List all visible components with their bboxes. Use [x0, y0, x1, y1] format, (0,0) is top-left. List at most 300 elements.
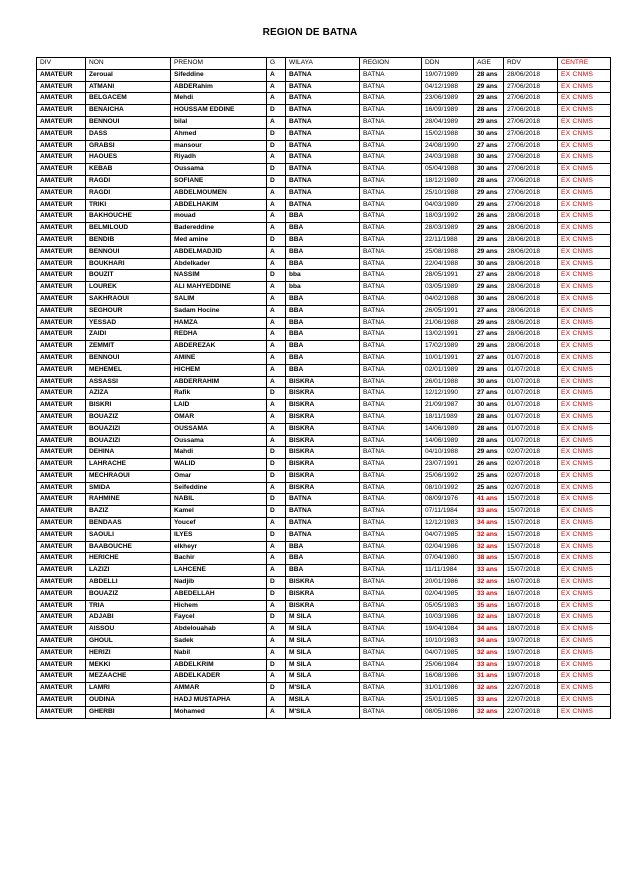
cell-ddn: 05/04/1988	[422, 164, 474, 176]
cell-region: BATNA	[360, 529, 422, 541]
cell-div: AMATEUR	[37, 234, 86, 246]
cell-ddn: 26/05/1991	[422, 305, 474, 317]
header-rdv: RDV	[504, 58, 558, 70]
cell-region: BATNA	[360, 588, 422, 600]
cell-rdv: 18/07/2018	[504, 612, 558, 624]
cell-non: OUDINA	[86, 695, 171, 707]
cell-prenom: mouad	[171, 211, 267, 223]
cell-age: 28 ans	[474, 175, 504, 187]
cell-prenom: ABDERahim	[171, 81, 267, 93]
cell-region: BATNA	[360, 435, 422, 447]
cell-centre: EX CNMS	[558, 541, 611, 553]
cell-rdv: 01/07/2018	[504, 423, 558, 435]
cell-region: BATNA	[360, 624, 422, 636]
cell-centre: EX CNMS	[558, 506, 611, 518]
cell-wilaya: BBA	[286, 352, 360, 364]
cell-age: 25 ans	[474, 470, 504, 482]
cell-g: A	[267, 352, 286, 364]
cell-ddn: 02/01/1989	[422, 364, 474, 376]
table-row	[37, 282, 611, 294]
table-row	[37, 423, 611, 435]
cell-rdv: 01/07/2018	[504, 400, 558, 412]
cell-rdv: 27/06/2018	[504, 199, 558, 211]
cell-centre: EX CNMS	[558, 175, 611, 187]
cell-wilaya: BATNA	[286, 506, 360, 518]
cell-region: BATNA	[360, 69, 422, 81]
cell-region: BATNA	[360, 647, 422, 659]
cell-non: ATMANI	[86, 81, 171, 93]
cell-div: AMATEUR	[37, 494, 86, 506]
cell-rdv: 01/07/2018	[504, 364, 558, 376]
cell-centre: EX CNMS	[558, 529, 611, 541]
cell-rdv: 27/06/2018	[504, 93, 558, 105]
cell-age: 35 ans	[474, 600, 504, 612]
cell-g: D	[267, 175, 286, 187]
cell-non: ASSASSI	[86, 376, 171, 388]
cell-g: A	[267, 93, 286, 105]
cell-ddn: 03/05/1989	[422, 282, 474, 294]
cell-ddn: 28/03/1989	[422, 223, 474, 235]
cell-region: BATNA	[360, 659, 422, 671]
cell-centre: EX CNMS	[558, 305, 611, 317]
cell-g: A	[267, 695, 286, 707]
cell-wilaya: bba	[286, 270, 360, 282]
cell-centre: EX CNMS	[558, 659, 611, 671]
cell-div: AMATEUR	[37, 305, 86, 317]
table-row	[37, 329, 611, 341]
cell-div: AMATEUR	[37, 211, 86, 223]
table-row	[37, 69, 611, 81]
header-div: DIV	[37, 58, 86, 70]
cell-rdv: 01/07/2018	[504, 435, 558, 447]
cell-prenom: Youcef	[171, 518, 267, 530]
cell-region: BATNA	[360, 234, 422, 246]
cell-prenom: Sifeddine	[171, 69, 267, 81]
cell-rdv: 15/07/2018	[504, 518, 558, 530]
cell-age: 29 ans	[474, 317, 504, 329]
cell-wilaya: BISKRA	[286, 600, 360, 612]
cell-non: MEZAACHE	[86, 671, 171, 683]
cell-centre: EX CNMS	[558, 612, 611, 624]
cell-g: A	[267, 636, 286, 648]
cell-rdv: 28/06/2018	[504, 270, 558, 282]
cell-g: A	[267, 364, 286, 376]
cell-age: 34 ans	[474, 518, 504, 530]
cell-rdv: 19/07/2018	[504, 659, 558, 671]
cell-rdv: 27/06/2018	[504, 105, 558, 117]
cell-centre: EX CNMS	[558, 411, 611, 423]
cell-rdv: 22/07/2018	[504, 683, 558, 695]
cell-non: KEBAB	[86, 164, 171, 176]
cell-centre: EX CNMS	[558, 400, 611, 412]
cell-prenom: ABDELMOUMEN	[171, 187, 267, 199]
cell-ddn: 04/07/1985	[422, 647, 474, 659]
cell-wilaya: BBA	[286, 258, 360, 270]
cell-non: HERIZI	[86, 647, 171, 659]
cell-centre: EX CNMS	[558, 470, 611, 482]
cell-div: AMATEUR	[37, 683, 86, 695]
cell-age: 29 ans	[474, 282, 504, 294]
cell-age: 29 ans	[474, 93, 504, 105]
cell-div: AMATEUR	[37, 447, 86, 459]
cell-g: A	[267, 671, 286, 683]
cell-div: AMATEUR	[37, 435, 86, 447]
cell-ddn: 24/08/1990	[422, 140, 474, 152]
cell-prenom: SOFIANE	[171, 175, 267, 187]
cell-rdv: 19/07/2018	[504, 647, 558, 659]
cell-wilaya: M'SILA	[286, 683, 360, 695]
cell-region: BATNA	[360, 706, 422, 718]
cell-g: D	[267, 459, 286, 471]
cell-wilaya: MSILA	[286, 695, 360, 707]
cell-rdv: 22/07/2018	[504, 706, 558, 718]
cell-div: AMATEUR	[37, 187, 86, 199]
table-row	[37, 352, 611, 364]
cell-non: ZAIDI	[86, 329, 171, 341]
cell-div: AMATEUR	[37, 164, 86, 176]
cell-age: 28 ans	[474, 105, 504, 117]
cell-g: A	[267, 223, 286, 235]
cell-wilaya: BATNA	[286, 494, 360, 506]
cell-prenom: SALIM	[171, 293, 267, 305]
table-row	[37, 128, 611, 140]
cell-prenom: HAMZA	[171, 317, 267, 329]
cell-g: A	[267, 317, 286, 329]
cell-g: A	[267, 199, 286, 211]
cell-wilaya: BBA	[286, 234, 360, 246]
cell-region: BATNA	[360, 459, 422, 471]
cell-region: BATNA	[360, 341, 422, 353]
cell-age: 29 ans	[474, 116, 504, 128]
cell-div: AMATEUR	[37, 293, 86, 305]
cell-region: BATNA	[360, 105, 422, 117]
cell-centre: EX CNMS	[558, 282, 611, 294]
cell-age: 33 ans	[474, 659, 504, 671]
cell-region: BATNA	[360, 152, 422, 164]
cell-region: BATNA	[360, 636, 422, 648]
cell-wilaya: BBA	[286, 317, 360, 329]
cell-age: 27 ans	[474, 305, 504, 317]
cell-non: ADJABI	[86, 612, 171, 624]
cell-centre: EX CNMS	[558, 565, 611, 577]
table-row	[37, 671, 611, 683]
cell-rdv: 28/06/2018	[504, 317, 558, 329]
cell-rdv: 19/07/2018	[504, 671, 558, 683]
cell-non: DEHINA	[86, 447, 171, 459]
cell-region: BATNA	[360, 376, 422, 388]
cell-g: A	[267, 282, 286, 294]
cell-prenom: Sadam Hocine	[171, 305, 267, 317]
cell-ddn: 21/09/1987	[422, 400, 474, 412]
cell-ddn: 25/06/1992	[422, 470, 474, 482]
cell-centre: EX CNMS	[558, 683, 611, 695]
cell-wilaya: BISKRA	[286, 482, 360, 494]
cell-region: BATNA	[360, 223, 422, 235]
cell-ddn: 04/07/1985	[422, 529, 474, 541]
cell-g: A	[267, 518, 286, 530]
cell-prenom: HOUSSAM EDDINE	[171, 105, 267, 117]
cell-age: 28 ans	[474, 423, 504, 435]
cell-wilaya: BISKRA	[286, 400, 360, 412]
cell-g: D	[267, 128, 286, 140]
cell-age: 29 ans	[474, 223, 504, 235]
cell-region: BATNA	[360, 612, 422, 624]
cell-ddn: 07/04/1980	[422, 553, 474, 565]
cell-age: 27 ans	[474, 352, 504, 364]
table-row	[37, 506, 611, 518]
cell-age: 28 ans	[474, 411, 504, 423]
cell-non: AZIZA	[86, 388, 171, 400]
table-row	[37, 305, 611, 317]
cell-region: BATNA	[360, 364, 422, 376]
cell-div: AMATEUR	[37, 388, 86, 400]
cell-centre: EX CNMS	[558, 518, 611, 530]
cell-prenom: Badereddine	[171, 223, 267, 235]
table-row	[37, 400, 611, 412]
cell-div: AMATEUR	[37, 376, 86, 388]
cell-rdv: 28/06/2018	[504, 293, 558, 305]
table-row	[37, 470, 611, 482]
cell-age: 29 ans	[474, 246, 504, 258]
cell-wilaya: BBA	[286, 341, 360, 353]
cell-ddn: 23/07/1991	[422, 459, 474, 471]
cell-centre: EX CNMS	[558, 706, 611, 718]
cell-rdv: 01/07/2018	[504, 411, 558, 423]
cell-ddn: 10/10/1983	[422, 636, 474, 648]
cell-prenom: OMAR	[171, 411, 267, 423]
cell-wilaya: BISKRA	[286, 411, 360, 423]
cell-centre: EX CNMS	[558, 624, 611, 636]
table-row	[37, 211, 611, 223]
cell-div: AMATEUR	[37, 541, 86, 553]
cell-g: A	[267, 305, 286, 317]
cell-prenom: ABDELMADJID	[171, 246, 267, 258]
cell-centre: EX CNMS	[558, 577, 611, 589]
cell-g: A	[267, 423, 286, 435]
cell-age: 28 ans	[474, 69, 504, 81]
cell-div: AMATEUR	[37, 695, 86, 707]
cell-prenom: Rafik	[171, 388, 267, 400]
cell-g: D	[267, 506, 286, 518]
cell-div: AMATEUR	[37, 105, 86, 117]
cell-region: BATNA	[360, 116, 422, 128]
cell-centre: EX CNMS	[558, 116, 611, 128]
cell-g: D	[267, 388, 286, 400]
cell-ddn: 25/01/1985	[422, 695, 474, 707]
cell-centre: EX CNMS	[558, 211, 611, 223]
table-row	[37, 116, 611, 128]
cell-g: D	[267, 494, 286, 506]
cell-wilaya: BATNA	[286, 105, 360, 117]
cell-age: 33 ans	[474, 506, 504, 518]
cell-wilaya: M SILA	[286, 624, 360, 636]
cell-prenom: Sadek	[171, 636, 267, 648]
header-age: AGE	[474, 58, 504, 70]
table-row	[37, 683, 611, 695]
cell-wilaya: BISKRA	[286, 435, 360, 447]
cell-non: BENNOUI	[86, 352, 171, 364]
cell-centre: EX CNMS	[558, 364, 611, 376]
cell-wilaya: BBA	[286, 329, 360, 341]
cell-age: 32 ans	[474, 577, 504, 589]
cell-rdv: 28/06/2018	[504, 282, 558, 294]
cell-rdv: 28/06/2018	[504, 258, 558, 270]
cell-g: D	[267, 612, 286, 624]
cell-prenom: Med amine	[171, 234, 267, 246]
cell-centre: EX CNMS	[558, 234, 611, 246]
cell-prenom: WALID	[171, 459, 267, 471]
table-row	[37, 175, 611, 187]
cell-region: BATNA	[360, 282, 422, 294]
cell-div: AMATEUR	[37, 199, 86, 211]
table-row	[37, 293, 611, 305]
cell-g: D	[267, 577, 286, 589]
cell-wilaya: BATNA	[286, 140, 360, 152]
cell-non: SEGHOUR	[86, 305, 171, 317]
cell-rdv: 16/07/2018	[504, 577, 558, 589]
table-row	[37, 577, 611, 589]
cell-non: RAHMINE	[86, 494, 171, 506]
cell-non: AISSOU	[86, 624, 171, 636]
cell-ddn: 25/10/1988	[422, 187, 474, 199]
cell-age: 30 ans	[474, 128, 504, 140]
cell-non: YESSAD	[86, 317, 171, 329]
cell-non: TRIKI	[86, 199, 171, 211]
cell-region: BATNA	[360, 317, 422, 329]
cell-ddn: 11/11/1984	[422, 565, 474, 577]
cell-ddn: 04/10/1988	[422, 447, 474, 459]
cell-non: GHERBI	[86, 706, 171, 718]
cell-region: BATNA	[360, 93, 422, 105]
cell-g: D	[267, 470, 286, 482]
cell-age: 27 ans	[474, 388, 504, 400]
cell-div: AMATEUR	[37, 647, 86, 659]
cell-centre: EX CNMS	[558, 152, 611, 164]
cell-age: 29 ans	[474, 447, 504, 459]
cell-region: BATNA	[360, 518, 422, 530]
cell-centre: EX CNMS	[558, 246, 611, 258]
cell-prenom: ABDEREZAK	[171, 341, 267, 353]
cell-div: AMATEUR	[37, 411, 86, 423]
cell-prenom: Mahdi	[171, 447, 267, 459]
cell-g: A	[267, 482, 286, 494]
cell-region: BATNA	[360, 541, 422, 553]
cell-prenom: ILYES	[171, 529, 267, 541]
table-header-row	[37, 58, 611, 70]
cell-region: BATNA	[360, 565, 422, 577]
cell-ddn: 18/12/1989	[422, 175, 474, 187]
cell-wilaya: BBA	[286, 553, 360, 565]
cell-div: AMATEUR	[37, 400, 86, 412]
table-row	[37, 647, 611, 659]
table-row	[37, 152, 611, 164]
cell-centre: EX CNMS	[558, 482, 611, 494]
cell-centre: EX CNMS	[558, 93, 611, 105]
cell-ddn: 02/04/1986	[422, 541, 474, 553]
cell-wilaya: bba	[286, 282, 360, 294]
cell-region: BATNA	[360, 470, 422, 482]
cell-rdv: 28/06/2018	[504, 246, 558, 258]
cell-div: AMATEUR	[37, 329, 86, 341]
cell-prenom: Oussama	[171, 435, 267, 447]
cell-wilaya: BBA	[286, 541, 360, 553]
cell-region: BATNA	[360, 329, 422, 341]
cell-non: BAZIZ	[86, 506, 171, 518]
cell-region: BATNA	[360, 293, 422, 305]
cell-non: BOUAZIZ	[86, 411, 171, 423]
cell-age: 32 ans	[474, 706, 504, 718]
cell-div: AMATEUR	[37, 470, 86, 482]
cell-ddn: 07/11/1984	[422, 506, 474, 518]
table-row	[37, 199, 611, 211]
cell-rdv: 02/07/2018	[504, 459, 558, 471]
cell-ddn: 31/01/1986	[422, 683, 474, 695]
cell-ddn: 14/06/1989	[422, 435, 474, 447]
cell-div: AMATEUR	[37, 612, 86, 624]
cell-age: 34 ans	[474, 636, 504, 648]
cell-rdv: 15/07/2018	[504, 529, 558, 541]
table-row	[37, 612, 611, 624]
table-row	[37, 164, 611, 176]
cell-region: BATNA	[360, 411, 422, 423]
table-row	[37, 246, 611, 258]
cell-region: BATNA	[360, 388, 422, 400]
header-wilaya: WILAYA	[286, 58, 360, 70]
table-row	[37, 270, 611, 282]
table-row	[37, 565, 611, 577]
cell-g: A	[267, 329, 286, 341]
cell-non: BENAICHA	[86, 105, 171, 117]
table-row	[37, 659, 611, 671]
table-row	[37, 93, 611, 105]
cell-g: A	[267, 435, 286, 447]
cell-non: ABDELLI	[86, 577, 171, 589]
cell-wilaya: M SILA	[286, 671, 360, 683]
cell-ddn: 13/02/1991	[422, 329, 474, 341]
cell-centre: EX CNMS	[558, 588, 611, 600]
cell-div: AMATEUR	[37, 518, 86, 530]
table-row	[37, 588, 611, 600]
cell-region: BATNA	[360, 553, 422, 565]
cell-div: AMATEUR	[37, 93, 86, 105]
cell-wilaya: BBA	[286, 246, 360, 258]
cell-centre: EX CNMS	[558, 341, 611, 353]
header-prenom: PRENOM	[171, 58, 267, 70]
cell-prenom: HICHEM	[171, 364, 267, 376]
cell-non: RAGDI	[86, 175, 171, 187]
cell-region: BATNA	[360, 506, 422, 518]
cell-wilaya: BATNA	[286, 152, 360, 164]
cell-rdv: 27/06/2018	[504, 128, 558, 140]
cell-ddn: 10/03/1986	[422, 612, 474, 624]
cell-prenom: mansour	[171, 140, 267, 152]
header-centre: CENTRE	[558, 58, 611, 70]
cell-age: 38 ans	[474, 553, 504, 565]
cell-non: BENDIB	[86, 234, 171, 246]
cell-div: AMATEUR	[37, 282, 86, 294]
table-row	[37, 105, 611, 117]
cell-region: BATNA	[360, 164, 422, 176]
cell-prenom: HADJ MUSTAPHA	[171, 695, 267, 707]
cell-centre: EX CNMS	[558, 647, 611, 659]
cell-div: AMATEUR	[37, 529, 86, 541]
cell-ddn: 10/01/1991	[422, 352, 474, 364]
cell-div: AMATEUR	[37, 706, 86, 718]
cell-ddn: 08/09/1976	[422, 494, 474, 506]
cell-non: SAKHRAOUI	[86, 293, 171, 305]
cell-ddn: 12/12/1990	[422, 388, 474, 400]
cell-region: BATNA	[360, 423, 422, 435]
